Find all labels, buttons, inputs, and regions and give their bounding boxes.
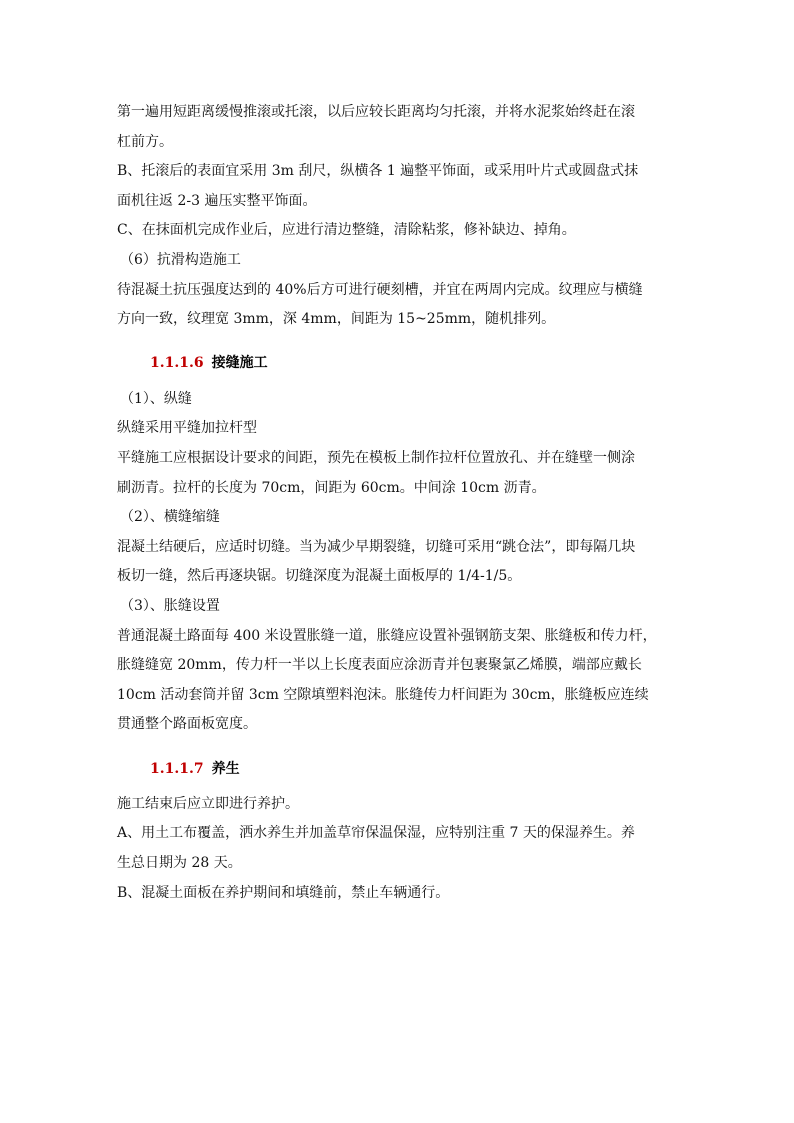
paragraph-line: 混凝土结硬后，应适时切缝。当为减少早期裂缝，切缝可采用“跳仓法”，即每隔几块 xyxy=(117,538,636,555)
section-heading-joint-construction xyxy=(117,350,707,376)
paragraph-line: 方向一致，纹理宽 3mm，深 4mm，间距为 15~25mm，随机排列。 xyxy=(117,311,556,328)
paragraph-line: 第一遍用短距离缓慢推滚或托滚，以后应较长距离均匀托滚，并将水泥浆始终赶在滚 xyxy=(117,104,635,120)
subsection-label: （1）、纵缝 xyxy=(120,390,192,407)
subsection-label: （2）、横缝缩缝 xyxy=(120,509,220,526)
paragraph-line: 普通混凝土路面每 400 米设置胀缝一道，胀缝应设置补强钢筋支架、胀缝板和传力杆， xyxy=(117,627,657,644)
paragraph-line: 板切一缝，然后再逐块锯。切缝深度为混凝土面板厚的 1/4-1/5。 xyxy=(117,568,522,585)
paragraph-line: 生总日期为 28 天。 xyxy=(117,855,242,872)
paragraph-line: 杠前方。 xyxy=(117,133,173,150)
document-body xyxy=(117,98,707,908)
section-title: 接缝施工 xyxy=(211,354,268,371)
paragraph-line: 10cm 活动套筒并留 3cm 空隙填塑料泡沫。胀缝传力杆间距为 30cm，胀缝板应连续 xyxy=(117,686,649,703)
paragraph-line: 刷沥青。拉杆的长度为 70cm，间距为 60cm。中间涂 10cm 沥青。 xyxy=(117,479,546,496)
subsection-label: （6）抗滑构造施工 xyxy=(120,251,241,268)
paragraph-line: 待混凝土抗压强度达到的 40%后方可进行硬刻槽，并宜在两周内完成。纹理应与横缝 xyxy=(117,281,643,298)
paragraph-line: 纵缝采用平缝加拉杆型 xyxy=(117,420,257,437)
paragraph-line: 平缝施工应根据设计要求的间距，预先在模板上制作拉杆位置放孔、并在缝壁一侧涂 xyxy=(117,449,635,466)
section-number: 1.1.1.7 xyxy=(150,760,204,777)
paragraph-line: 贯通整个路面板宽度。 xyxy=(117,716,257,733)
paragraph-line: B、混凝土面板在养护期间和填缝前，禁止车辆通行。 xyxy=(117,884,450,901)
paragraph-line: C、在抹面机完成作业后，应进行清边整缝，清除粘浆，修补缺边、掉角。 xyxy=(117,222,576,239)
paragraph-line: 胀缝缝宽 20mm，传力杆一半以上长度表面应涂沥青并包裹聚氯乙烯膜，端部应戴长 xyxy=(117,657,642,674)
paragraph-line: 面机往返 2-3 遍压实整平饰面。 xyxy=(117,192,317,209)
subsection-label: （3）、胀缝设置 xyxy=(120,597,220,614)
section-title: 养生 xyxy=(211,760,240,777)
paragraph-line: B、托滚后的表面宜采用 3m 刮尺，纵横各 1 遍整平饰面，或采用叶片式或圆盘式抹 xyxy=(117,163,639,180)
paragraph-line: A、用土工布覆盖，洒水养生并加盖草帘保温保湿，应特别注重 7 天的保湿养生。养 xyxy=(117,825,635,842)
section-number: 1.1.1.6 xyxy=(150,354,204,371)
paragraph-line: 施工结束后应立即进行养护。 xyxy=(117,795,299,812)
section-heading-curing xyxy=(117,756,707,782)
